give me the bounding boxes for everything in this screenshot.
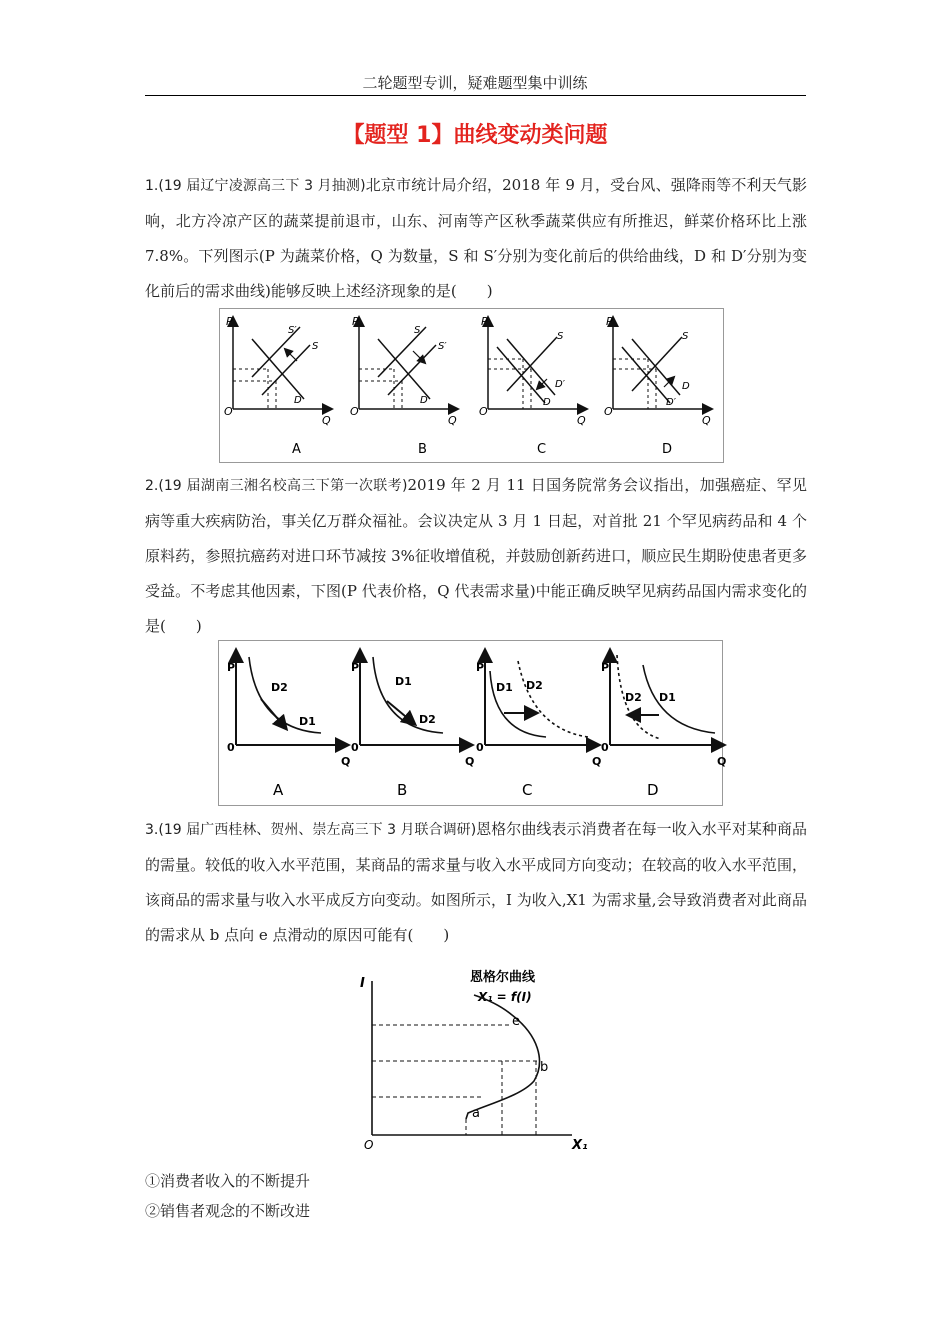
curve-label-3: D′ <box>666 397 676 408</box>
axis-p-label: P <box>481 315 488 328</box>
curve-s <box>262 345 310 395</box>
q2-panel-b <box>351 655 474 799</box>
curve-label-1: S <box>414 325 421 336</box>
question-2-source: 2.(19 届湖南三湘名校高三下第一次联考) <box>145 478 408 494</box>
engel-title: 恩格尔曲线 <box>470 970 536 985</box>
axis-p-label: P <box>606 315 613 328</box>
demand-shift-graphs <box>219 641 727 805</box>
curve-label-1: S <box>682 331 689 342</box>
question-2-text: 2019 年 2 月 11 日国务院常务会议指出，加强癌症、罕见病等重大疾病防治，事关亿万群众福祉。会议决定从 3 月 1 日起，对首批 21 个罕见病药品和 4 个原料药，参照抗癌药对进口环节减按 3%征收增值税，并鼓励创新药进口，顺应民生期盼使患者更多受益。不考虑其他因素，下图(P 代表价格，Q 代表需求量)中能正确反映罕见病药品国内需求变化的是( ) <box>145 476 807 635</box>
panel-letter: A <box>273 781 284 799</box>
q2-panel-a <box>227 655 350 799</box>
q2-panel-c <box>476 655 601 799</box>
axis-q-label: Q <box>322 414 331 427</box>
curve-s <box>632 337 682 391</box>
curve-s <box>507 337 557 391</box>
origin-label: 0 <box>601 741 609 754</box>
curve-label-3: D <box>420 395 428 406</box>
question-1 <box>145 168 807 309</box>
question-3 <box>145 812 807 953</box>
curve-label-3: D <box>543 397 551 408</box>
supply-demand-graphs <box>220 309 723 462</box>
q1-panel-a <box>224 315 331 457</box>
shift-arrow <box>287 351 297 361</box>
curve-label-2: D′ <box>555 379 565 390</box>
engel-function: X₁ = f(I) <box>478 990 532 1004</box>
axis-q-label: Q <box>592 755 602 768</box>
panel-letter: A <box>292 442 301 457</box>
option-1: ①消费者收入的不断提升 <box>145 1172 311 1190</box>
engel-curve-figure <box>362 965 602 1155</box>
axis-x1-label: X₁ <box>572 1138 588 1153</box>
question-2 <box>145 468 807 644</box>
curve-label-1: D1 <box>496 681 513 694</box>
origin-label: O <box>350 405 359 418</box>
curve-label-1: S <box>557 331 564 342</box>
origin-label: 0 <box>476 741 484 754</box>
axis-q-label: Q <box>448 414 457 427</box>
axis-p-label: P <box>352 315 359 328</box>
curve-label-2: D1 <box>659 691 676 704</box>
question-2-figure <box>218 640 727 806</box>
curve-label-2: D2 <box>419 713 436 726</box>
point-e-label: e <box>512 1014 520 1029</box>
curve-label-2: D2 <box>526 679 543 692</box>
axis-p-label: P <box>226 315 233 328</box>
curve-label-1: S′ <box>288 325 297 336</box>
origin-label: O <box>479 405 488 418</box>
axis-q-label: Q <box>702 414 711 427</box>
engel-curve <box>466 995 539 1119</box>
q1-panel-c <box>479 315 586 457</box>
question-1-text: 北京市统计局介绍，2018 年 9 月，受台风、强降雨等不利天气影响，北方冷凉产区的蔬菜提前退市，山东、河南等产区秋季蔬菜供应有所推迟，鲜菜价格环比上涨 7.8%。下列图示(P 为蔬菜价格，Q 为数量，S 和 S′分别为变化前后的供给曲线，D 和 D′分别为变化前后的需求曲线)能够反映上述经济现象的是( ) <box>145 176 807 300</box>
question-1-figure <box>219 308 724 463</box>
question-3-text: 恩格尔曲线表示消费者在每一收入水平对某种商品的需量。较低的收入水平范围，某商品的需求量与收入水平成同方向变动；在较高的收入水平范围，该商品的需求量与收入水平成反方向变动。如图所示，I 为收入,X1 为需求量,会导致消费者对此商品的需求从 b 点向 e 点滑动的原因可能有( ) <box>145 820 807 944</box>
point-b-label: b <box>540 1060 549 1075</box>
origin-label: O <box>604 405 613 418</box>
curve-label-3: D <box>294 395 302 406</box>
curve-label-1: D1 <box>395 675 412 688</box>
demand-curve-d2 <box>518 661 588 737</box>
panel-letter: D <box>662 442 673 457</box>
axis-q-label: Q <box>465 755 475 768</box>
panel-letter: B <box>397 781 408 799</box>
panel-letter: D <box>647 781 659 799</box>
header-divider <box>145 95 806 96</box>
question-3-source: 3.(19 届广西桂林、贺州、崇左高三下 3 月联合调研) <box>145 822 477 838</box>
demand-curve-d1 <box>643 665 715 733</box>
origin-label: O <box>224 405 233 418</box>
point-a-label: a <box>472 1106 480 1121</box>
axis-p-label: P <box>476 661 485 674</box>
option-2: ②销售者观念的不断改进 <box>145 1202 311 1220</box>
question-1-source: 1.(19 届辽宁凌源高三下 3 月抽测) <box>145 178 366 194</box>
curve-label-2: S′ <box>438 341 447 352</box>
running-header: 二轮题型专训，疑难题型集中训练 <box>362 74 588 92</box>
panel-letter: C <box>537 442 547 457</box>
curve-label-2: D <box>682 381 690 392</box>
axis-q-label: Q <box>577 414 586 427</box>
curve-label-2: S <box>312 341 319 352</box>
axis-q-label: Q <box>341 755 351 768</box>
axis-p-label: P <box>351 661 360 674</box>
q1-panel-b <box>350 315 457 457</box>
origin-label: 0 <box>351 741 359 754</box>
section-title: 【题型 1】曲线变动类问题 <box>342 123 608 148</box>
q1-panel-d <box>604 315 711 457</box>
curve-s-prime <box>388 345 436 395</box>
axis-q-label: Q <box>717 755 727 768</box>
origin-label: 0 <box>227 741 235 754</box>
panel-letter: B <box>418 442 427 457</box>
origin-label: O <box>364 1138 374 1152</box>
shift-arrow <box>413 351 423 361</box>
curve-label-1: D2 <box>625 691 642 704</box>
curve-label-2: D1 <box>299 715 316 728</box>
movement-arrow <box>261 699 283 725</box>
axis-p-label: P <box>227 661 236 674</box>
panel-letter: C <box>522 781 533 799</box>
axis-i-label: I <box>360 976 365 991</box>
curve-label-1: D2 <box>271 681 288 694</box>
axis-p-label: P <box>601 661 610 674</box>
q2-panel-d <box>601 655 726 799</box>
